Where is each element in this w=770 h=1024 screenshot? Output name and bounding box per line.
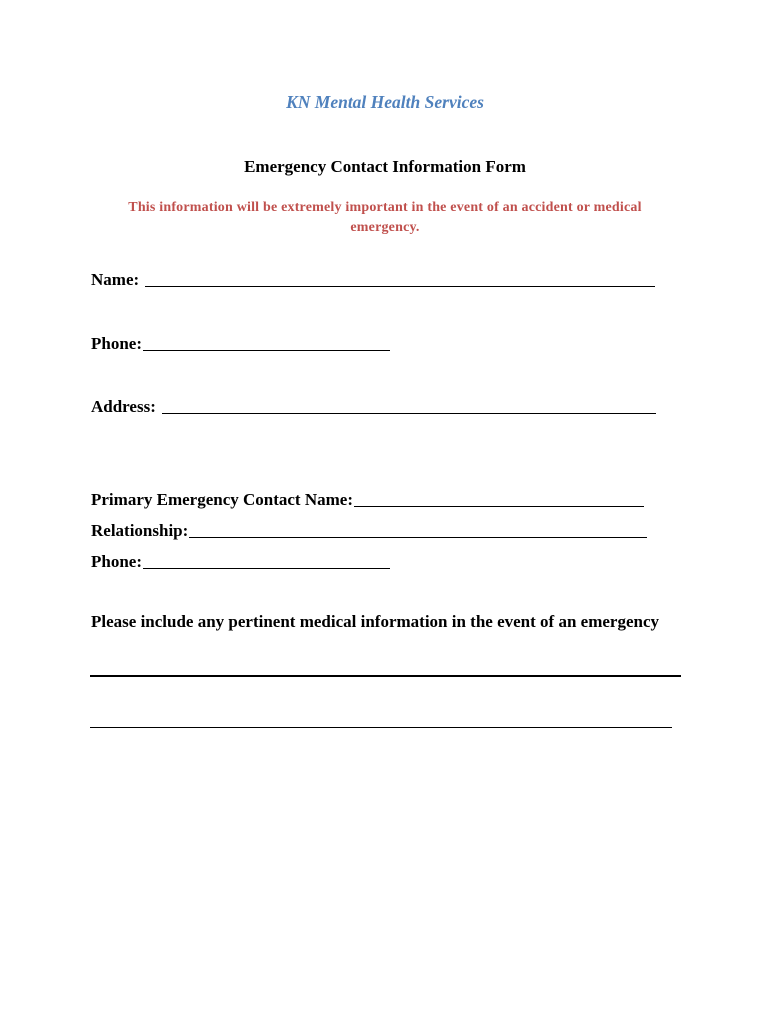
phone-blank[interactable] [143,334,390,351]
contact-phone-field-row [91,550,390,572]
relationship-field-row [91,519,647,541]
contact-phone-blank[interactable] [143,552,390,569]
relationship-blank[interactable] [189,521,647,538]
form-title: Emergency Contact Information Form [244,157,526,176]
phone-label: Phone: [91,334,142,353]
name-field-row [91,268,655,290]
phone-field-row [91,332,390,354]
medical-info-line-2[interactable] [90,727,672,728]
medical-info-prompt: Please include any pertinent medical information in the event of an emergency [91,612,660,631]
address-field-row [91,395,656,417]
medical-info-line-1[interactable] [90,675,681,677]
primary-contact-blank[interactable] [354,490,644,507]
organization-title: KN Mental Health Services [286,92,484,112]
primary-contact-field-row [91,488,644,510]
contact-phone-label: Phone: [91,552,142,571]
importance-notice: This information will be extremely important in the event of an accident or medical emergency. [128,200,642,235]
name-blank[interactable] [145,270,655,287]
address-label: Address: [91,397,156,416]
primary-contact-label: Primary Emergency Contact Name: [91,490,353,509]
relationship-label: Relationship: [91,521,189,540]
address-blank[interactable] [162,397,656,414]
name-label: Name: [91,270,140,289]
